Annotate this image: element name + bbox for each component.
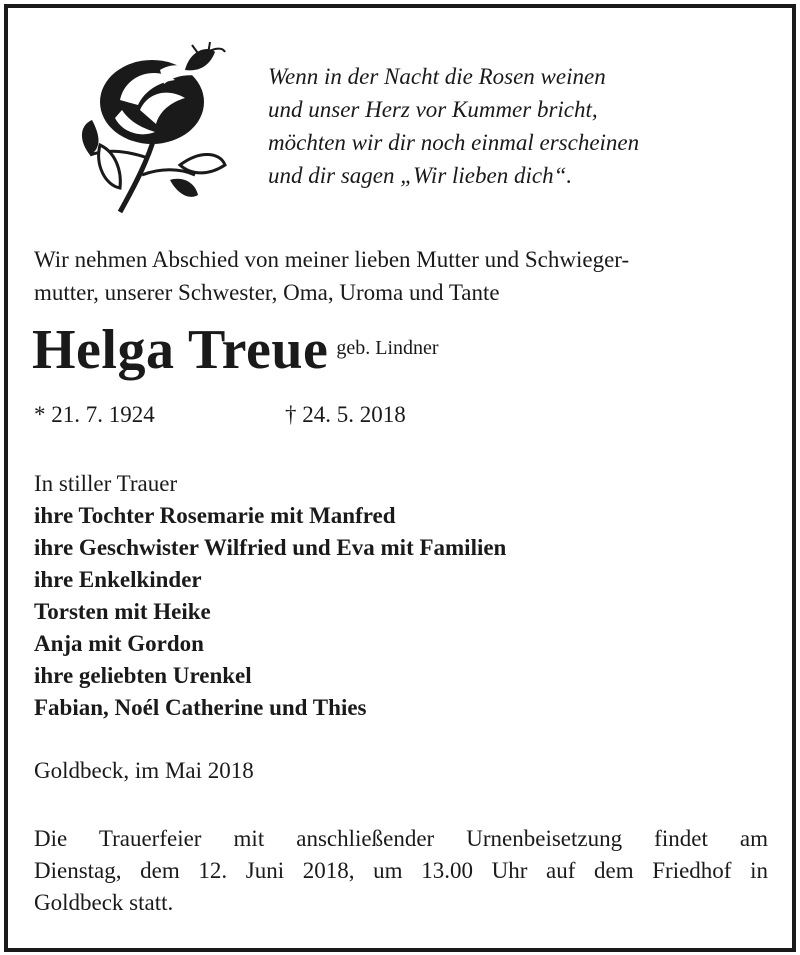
poem-line: Wenn in der Nacht die Rosen weinen — [268, 64, 606, 89]
rose-icon — [60, 40, 230, 215]
farewell-intro — [34, 243, 769, 309]
mourner-line: Anja mit Gordon — [34, 631, 204, 656]
mourner-line: ihre geliebten Urenkel — [34, 663, 252, 688]
mourner-line: Torsten mit Heike — [34, 599, 211, 624]
poem-line: und unser Herz vor Kummer bricht, — [268, 97, 598, 122]
funeral-line: Dienstag, dem 12. Juni 2018, um 13.00 Uhr auf dem Friedhof in — [34, 858, 768, 883]
mourner-line: ihre Enkelkinder — [34, 567, 202, 592]
mourner-line: ihre Geschwister Wilfried und Eva mit Familien — [34, 535, 507, 560]
mourner-line: Fabian, Noél Catherine und Thies — [34, 695, 367, 720]
birth-date: * 21. 7. 1924 — [34, 402, 155, 427]
funeral-notice — [34, 823, 768, 919]
poem-line: und dir sagen „Wir lieben dich“. — [268, 163, 573, 188]
death-date: † 24. 5. 2018 — [285, 402, 406, 427]
funeral-line: Goldbeck statt. — [34, 890, 174, 915]
intro-line: Wir nehmen Abschied von meiner lieben Mutter und Schwieger- — [34, 247, 630, 272]
funeral-line: Die Trauerfeier mit anschließender Urnenbeisetzung findet am — [34, 826, 768, 851]
poem — [268, 60, 639, 192]
place-date: Goldbeck, im Mai 2018 — [34, 758, 254, 783]
poem-line: möchten wir dir noch einmal erscheinen — [268, 130, 640, 155]
maiden-name: geb. Lindner — [336, 337, 439, 359]
mourners-list — [34, 468, 506, 724]
intro-line: mutter, unserer Schwester, Oma, Uroma und Tante — [34, 280, 500, 305]
mourners-heading: In stiller Trauer — [34, 471, 178, 496]
deceased-name: Helga Treue — [32, 319, 329, 381]
mourner-line: ihre Tochter Rosemarie mit Manfred — [34, 503, 396, 528]
deceased-name-line — [32, 318, 439, 382]
